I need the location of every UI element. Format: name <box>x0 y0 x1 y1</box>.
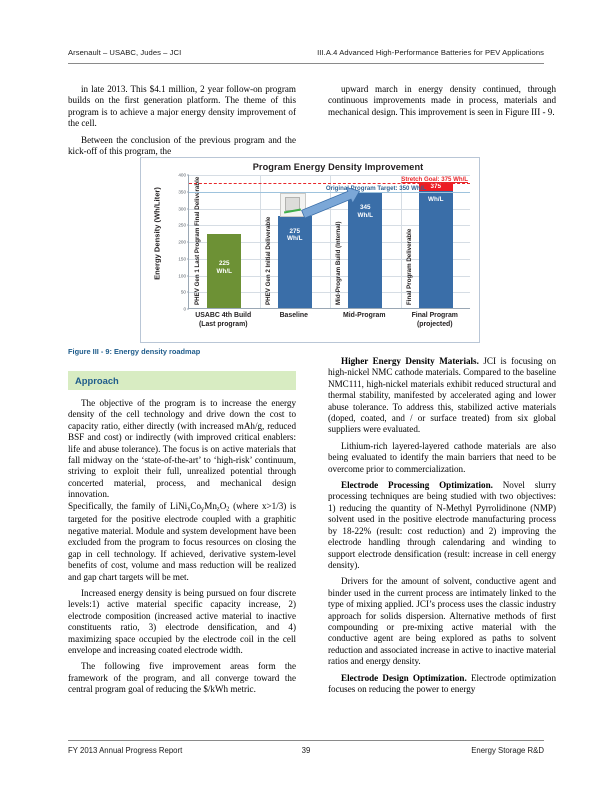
formula-mid-1: Co <box>190 500 202 511</box>
formula-sub-z: z <box>216 505 220 513</box>
footer-page-number: 39 <box>301 746 311 755</box>
right-column-body <box>328 356 556 695</box>
arrow-shape <box>302 187 360 218</box>
running-head <box>68 48 544 57</box>
chart-x-category-line: Final Program <box>411 312 458 319</box>
runin-title-materials: Higher Energy Density Materials. <box>341 356 479 366</box>
left-paragraph-2: Between the conclusion of the previous program and the kick-off of this program, the <box>68 134 296 157</box>
chart-x-category-label <box>400 312 471 329</box>
chart-bar-descriptor: Final Program Deliverable <box>405 228 413 305</box>
chart-bar-descriptor: PHEV Gen 2 Initial Deliverable <box>264 216 272 305</box>
chart-bar-value-line: Wh/L <box>287 235 303 243</box>
footer-left: FY 2013 Annual Progress Report <box>68 746 183 755</box>
left-paragraph-6: The following five improvement areas form the framework of the program, and all converge toward the central program goal of reducing the $/kWh metric. <box>68 661 296 695</box>
chart-y-tick-label: 150 <box>178 256 186 262</box>
section-body-materials: JCI is focusing on high-nickel NMC cathode materials. Compared to the baseline NMC111, high-nickel materials exhibit reduced structural and thermal stability, manifested by accelerated aging and lower abuse tolerance. To address this, stabilized active materials (doped, coated, and / or surface treated) from six global suppliers were evaluated. <box>328 356 557 435</box>
chart-x-category-label <box>259 312 330 321</box>
running-head-left: Arsenault – USABC, Judes – JCI <box>68 48 182 57</box>
chart-reference-line-label: Original Program Target: 350 Wh/L <box>325 184 426 192</box>
chart-bar-descriptor: Mid-Program Build (Internal) <box>335 221 343 305</box>
chart-y-tick-label: 400 <box>178 172 186 178</box>
chart-y-tick-label: 50 <box>180 289 186 295</box>
page-footer <box>68 746 544 755</box>
approach-section-heading <box>68 371 296 390</box>
section-electrode-processing-optimization <box>328 480 556 571</box>
figure-energy-density-roadmap <box>140 157 480 343</box>
right-column-top <box>328 84 556 140</box>
chart-x-category-line: (Last program) <box>198 320 248 328</box>
section-higher-energy-density-materials <box>328 356 556 436</box>
chart-y-tick-label: 200 <box>178 239 186 245</box>
chart-bar-descriptor: PHEV Gen 1 Last Program Final Deliverable <box>194 176 202 305</box>
formula-prefix: Specifically, the family of LiNi <box>68 500 188 511</box>
chart-x-category-line: (projected) <box>416 320 453 328</box>
approach-heading-text: Approach <box>75 375 119 386</box>
chart-x-category-line: USABC 4th Build <box>195 312 252 319</box>
running-head-right: III.A.4 Advanced High-Performance Batteries for PEV Applications <box>317 48 544 57</box>
formula-sub-x: x <box>187 505 191 513</box>
chart-y-tick-label: 0 <box>183 306 186 312</box>
left-column-top <box>68 84 296 157</box>
chart-y-tick-label: 250 <box>178 222 186 228</box>
chart-plot-area <box>178 172 470 312</box>
chart-bar-value-line: Wh/L <box>357 211 373 219</box>
footer-right: Energy Storage R&D <box>471 746 544 755</box>
chart-bar-value-line: Wh/L <box>216 267 232 275</box>
section-electrode-design-optimization <box>328 673 556 696</box>
left-column-body <box>68 398 296 696</box>
chart-title: Program Energy Density Improvement <box>252 162 424 172</box>
formula-mid-3: O <box>219 500 227 511</box>
right-paragraph-3: Drivers for the amount of solvent, conductive agent and binder used in the current process are intimately linked to the type of mixing applied. JCI’s process uses the classic industry approach for solids dispersion. Alternative methods of first compounding or pre-mixing active material with the conductive agent are being explored as paths to solvent reduction and associated increase in active to inactive material ratios and energy density. <box>328 576 556 667</box>
chart-final-bar-unit: Wh/L <box>428 196 444 204</box>
chart-x-category-label <box>329 312 400 321</box>
runin-title-design: Electrode Design Optimization. <box>341 672 467 683</box>
chart-improvement-arrow <box>189 175 471 309</box>
figure-caption: Figure III - 9: Energy density roadmap <box>68 347 201 356</box>
formula-sub-y: y <box>201 505 205 513</box>
header-divider <box>68 63 544 64</box>
chart-bar-value-line: 275 <box>289 227 300 235</box>
formula-mid-2: Mn <box>204 500 217 511</box>
section-body-processing: Novel slurry processing techniques are being studied with two objectives: 1) reducing the quantity of N-Methyl Pyrrolidinone (NMP) solvent used in the positive electrode manufacturing process by 18-22% (result: cost reduction) and 2) improving the electrode handling through calendaring and winding to support electrode densification (result: increase in cell energy density). <box>328 480 556 570</box>
formula-suffix: (where x>1/3) is targeted for the positive electrode coupled with a graphitic negative material. Module and system development have been excluded from the program to focus resources on closing the gap in cell technology. If achieved, derivative system-level benefits of cost, volume and mass reduction will be realized and gap chart targets will be met. <box>68 500 296 582</box>
chart-bar-value-line: 345 <box>359 204 371 212</box>
chart-reference-line-label: Stretch Goal: 375 Wh/L <box>401 176 468 184</box>
chart-final-bar-value: 375 <box>430 183 441 191</box>
chart-y-tick-label: 100 <box>178 273 186 278</box>
runin-title-processing: Electrode Processing Optimization. <box>341 480 493 491</box>
left-paragraph-3: The objective of the program is to increase the energy density of the cell technology and drive down the cost to capacity ratio, either directly (with increased mAh/g, reduced BSF and cost) or indirectly (with improved critical enablers: life and abuse tolerance). The focus is on active materials that fall midway on the ‘state-of-the-art’ to ‘high-risk’ continuum, striving to exploit their full, unrealized potential through concerted material, process, and mechanical design innovation. <box>68 398 296 500</box>
right-paragraph-1: upward march in energy density continued, through continuous improvements made in process, materials and mechanical design. This improvement is seen in Figure III - 9. <box>328 84 556 117</box>
footer-divider <box>68 740 544 741</box>
section-body-design: Electrode optimization focuses on reducing the power to energy <box>328 672 556 694</box>
formula-sub-2: 2 <box>226 505 230 513</box>
chart-y-tick-label: 300 <box>178 206 186 211</box>
left-paragraph-1: in late 2013. This $4.1 million, 2 year follow-on program builds on the first generation platform. The theme of this program is to achieve a major energy density improvement of the cell. <box>68 84 296 129</box>
chart-y-axis-label: Energy Density (Wh/Liter) <box>152 187 162 280</box>
left-paragraph-5: Increased energy density is being pursued on four discrete levels:1) active material specific capacity increase, 2) electrode composition (increased active material to inactive constituents ratio, 3) electrode densification, and 4) maximizing space occupied by the electrode coil in the cell envelope and increasing coated electrode width. <box>68 587 296 655</box>
chart-bar-value-line: 225 <box>218 260 230 268</box>
chart-x-category-line: Baseline <box>279 312 308 319</box>
chart-x-category-line: Mid-Program <box>343 312 386 319</box>
left-paragraph-4 <box>68 501 296 583</box>
right-paragraph-2: Lithium-rich layered-layered cathode materials are also being evaluated to identify the main barriers that need to be overcome prior to commercialization. <box>328 440 556 474</box>
chart-y-tick-label: 350 <box>178 189 186 195</box>
chart-x-category-label <box>188 312 259 329</box>
